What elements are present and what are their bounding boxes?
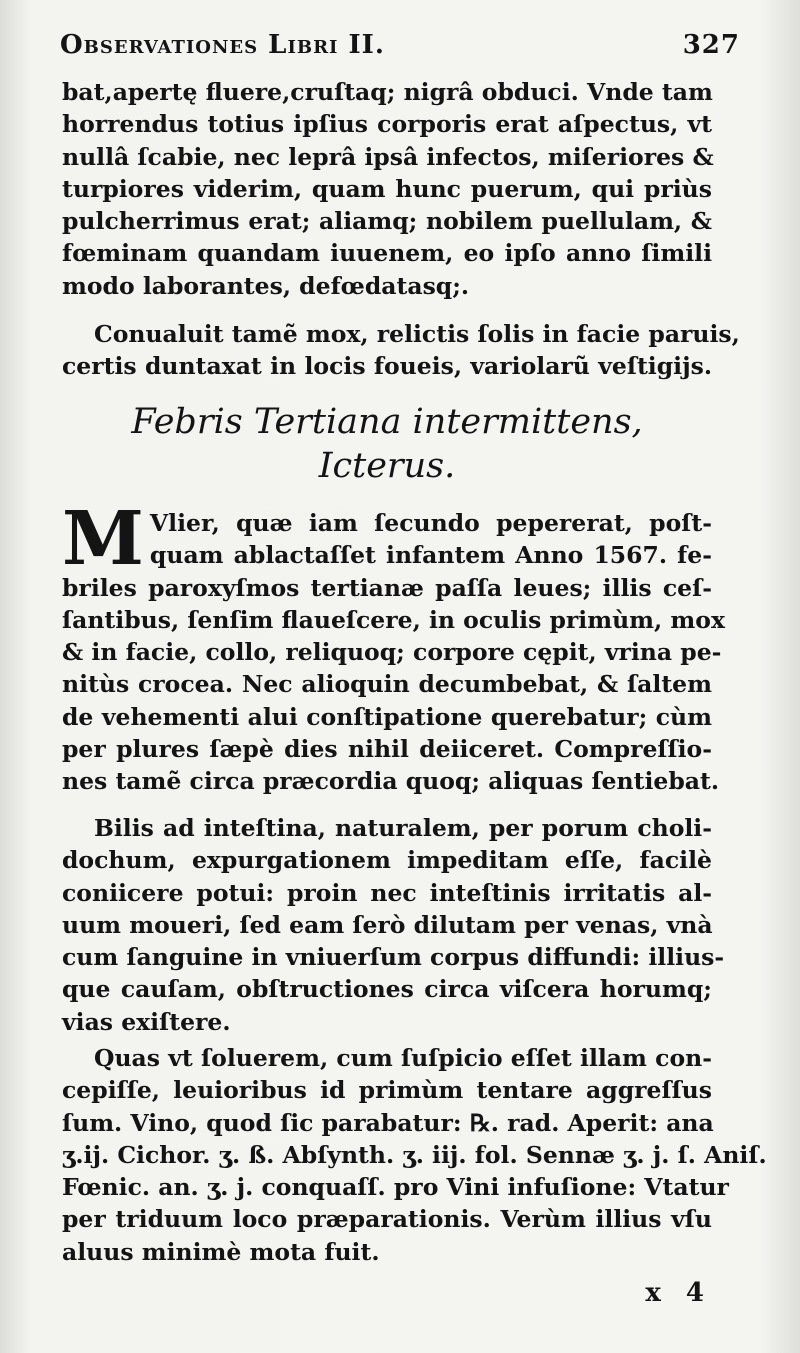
text-line: & in facie, collo, reliquoq; corpore cępit, vrina pe- [62,638,722,667]
text-line: quam ablactaſſet infantem Anno 1567. fe- [149,541,712,570]
page-number: 327 [682,30,740,60]
text-line: Bilis ad inteſtina, naturalem, per porum choli- [94,814,712,842]
paragraph-3 [62,496,725,798]
text-line: nullâ ſcabie, nec leprâ ipsâ infectos, miſeriores & [62,142,714,171]
section-heading [62,400,712,488]
running-title: Observationes Libri II. [60,30,385,60]
text-line: pulcherrimus erat; aliamq; nobilem puellulam, & [62,207,712,236]
paragraph-1 [62,76,712,302]
text-line: de vehementi alui conſtipatione querebatur; cùm [62,702,712,731]
paragraph-5 [62,1042,767,1268]
text-line: ſantibus, ſenſim flaueſcere, in oculis primùm, mox [62,605,725,634]
heading-line-1: Febris Tertiana intermittens, [131,402,643,442]
text-line: nitùs crocea. Nec alioquin decumbebat, & ſaltem [62,670,712,699]
text-line: Vlier, quæ iam ſecundo pepererat, poſt- [149,509,712,537]
paragraph-4 [62,812,725,1038]
text-line: ʒ.ij. Cichor. ʒ. ß. Abſynth. ʒ. iij. fol. Sennæ ʒ. j. ſ. Aniſ. [62,1140,767,1169]
text-line: modo laborantes, defœdatasq;. [62,271,470,300]
text-line: cepiſſe, leuioribus id primùm tentare aggreſſus [62,1076,712,1105]
text-line: dochum, expurgationem impeditam eſſe, facilè [62,846,712,875]
text-line: cum ſanguine in vniuerſum corpus diffundi: illius- [62,943,725,972]
text-line: coniicere potui: proin nec inteſtinis irritatis al- [62,878,712,907]
text-line: vias exiſtere. [62,1007,231,1036]
text-line: bat,apertę fluere,cruſtaq; nigrâ obduci. Vnde tam [62,78,713,106]
text-line: Conualuit tamẽ mox, relictis ſolis in facie paruis, [94,320,740,348]
text-line: briles paroxyſmos tertianæ paſſa leues; illis ceſ- [62,573,712,602]
text-line: turpiores viderim, quam hunc puerum, qui priùs [62,174,712,203]
text-line: certis duntaxat in locis foueis, variolarũ veſtigijs. [62,352,712,381]
text-line: per plures ſæpè dies nihil deiiceret. Compreſſio- [62,735,712,764]
text-line: nes tamẽ circa præcordia quoq; aliquas ſentiebat. [62,767,720,796]
running-header [60,30,740,60]
text-line: que cauſam, obſtructiones circa viſcera horumq; [62,975,712,1004]
signature-mark: x 4 [645,1278,712,1308]
heading-line-2: Icterus. [318,446,456,486]
paragraph-2 [62,318,740,383]
text-line: fœminam quandam iuuenem, eo ipſo anno ſimili [62,239,712,268]
text-line: uum moueri, ſed eam ſerò dilutam per venas, vnà [62,910,713,939]
text-line: aluus minimè mota fuit. [62,1237,380,1266]
text-line: Fœnic. an. ʒ. j. conquaſſ. pro Vini infuſione: Vtatur [62,1173,729,1202]
text-line: Quas vt ſoluerem, cum ſuſpicio eſſet illam con- [94,1044,712,1072]
text-line: ſum. Vino, quod ſic parabatur: ℞. rad. Aperit: ana [62,1108,714,1137]
drop-cap: M [62,496,144,582]
text-line: per triduum loco præparationis. Verùm illius vſu [62,1205,712,1234]
text-line: horrendus totius ipſius corporis erat aſpectus, vt [62,110,712,139]
